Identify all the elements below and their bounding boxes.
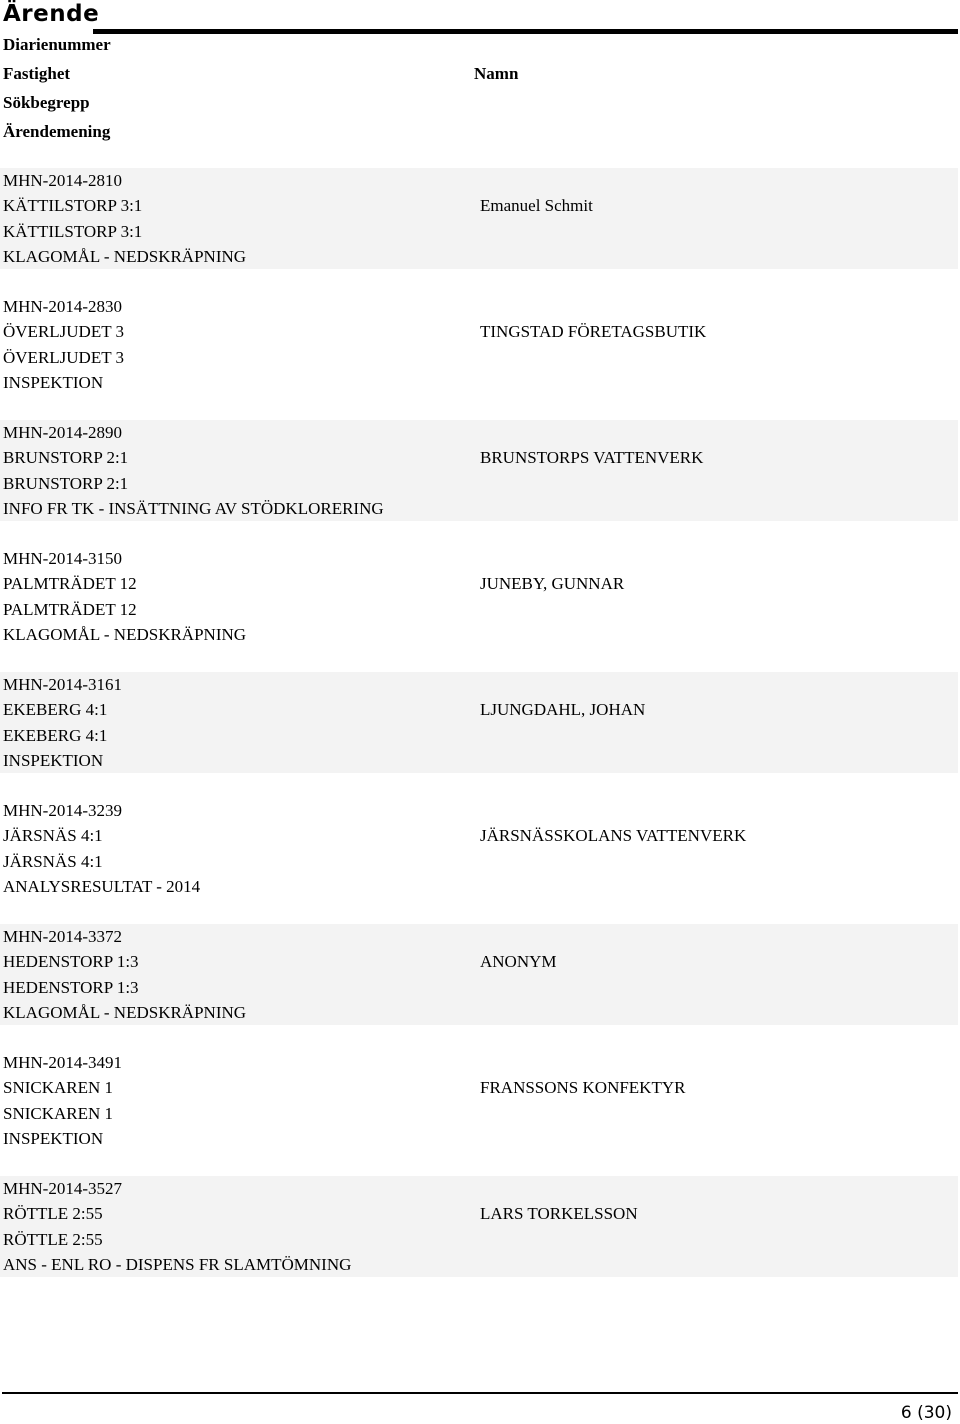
record-row [0, 420, 958, 521]
header-namn: Namn [474, 64, 519, 83]
record-left-column [3, 924, 246, 1026]
title-rule [93, 29, 958, 34]
arendemening: KLAGOMÅL - NEDSKRÄPNING [3, 247, 247, 267]
namn: FRANSSONS KONFEKTYR [480, 1078, 686, 1097]
diarienummer: MHN-2014-3239 [3, 801, 122, 820]
record-left-column [3, 168, 246, 270]
record-row [0, 1050, 958, 1151]
sokbegrepp: KÄTTILSTORP 3:1 [3, 221, 143, 241]
record-left-column [3, 798, 200, 900]
record-left-column [3, 420, 384, 522]
fastighet: PALMTRÄDET 12 [3, 574, 137, 594]
namn: BRUNSTORPS VATTENVERK [480, 448, 704, 467]
arendemening: KLAGOMÅL - NEDSKRÄPNING [3, 625, 247, 645]
arendemening: ANALYSRESULTAT - 2014 [3, 877, 201, 897]
record-row [0, 924, 958, 1025]
fastighet: JÄRSNÄS 4:1 [3, 826, 103, 846]
header-sokbegrepp: Sökbegrepp [3, 93, 90, 112]
arendemening: INSPEKTION [3, 373, 104, 393]
sokbegrepp: ÖVERLJUDET 3 [3, 347, 125, 367]
sokbegrepp: PALMTRÄDET 12 [3, 599, 137, 619]
diarienummer: MHN-2014-3150 [3, 549, 122, 568]
diarienummer: MHN-2014-2810 [3, 171, 122, 190]
record-left-column [3, 1176, 351, 1278]
namn: JUNEBY, GUNNAR [480, 574, 625, 593]
page-number: 6 (30) [900, 1403, 952, 1423]
header-arendemening: Ärendemening [3, 122, 111, 141]
fastighet: ÖVERLJUDET 3 [3, 322, 125, 342]
sokbegrepp: JÄRSNÄS 4:1 [3, 851, 103, 871]
sokbegrepp: EKEBERG 4:1 [3, 725, 108, 745]
diarienummer: MHN-2014-3161 [3, 675, 122, 694]
diarienummer: MHN-2014-3527 [3, 1179, 122, 1198]
sokbegrepp: RÖTTLE 2:55 [3, 1229, 103, 1249]
sokbegrepp: BRUNSTORP 2:1 [3, 473, 129, 493]
record-row [0, 798, 958, 899]
footer-rule [2, 1392, 958, 1394]
arendemening: INSPEKTION [3, 1129, 104, 1149]
namn: Emanuel Schmit [480, 196, 593, 215]
sokbegrepp: SNICKAREN 1 [3, 1103, 114, 1123]
arendemening: INSPEKTION [3, 751, 104, 771]
fastighet: HEDENSTORP 1:3 [3, 952, 139, 972]
record-left-column [3, 1050, 122, 1152]
record-left-column [3, 546, 246, 648]
header-fastighet: Fastighet [3, 64, 71, 83]
arendemening: KLAGOMÅL - NEDSKRÄPNING [3, 1003, 247, 1023]
namn: JÄRSNÄSSKOLANS VATTENVERK [480, 826, 747, 845]
arendemening: ANS - ENL RO - DISPENS FR SLAMTÖMNING [3, 1255, 352, 1275]
fastighet: SNICKAREN 1 [3, 1078, 114, 1098]
namn: ANONYM [480, 952, 557, 971]
page-title: Ärende [3, 1, 100, 27]
record-list [0, 168, 958, 1302]
diarienummer: MHN-2014-2830 [3, 297, 122, 316]
fastighet: RÖTTLE 2:55 [3, 1204, 103, 1224]
record-row [0, 672, 958, 773]
record-row [0, 546, 958, 647]
header-diarienummer: Diarienummer [3, 35, 111, 54]
fastighet: EKEBERG 4:1 [3, 700, 108, 720]
fastighet: KÄTTILSTORP 3:1 [3, 196, 143, 216]
record-left-column [3, 294, 124, 396]
diarienummer: MHN-2014-3372 [3, 927, 122, 946]
namn: LJUNGDAHL, JOHAN [480, 700, 646, 719]
diarienummer: MHN-2014-3491 [3, 1053, 122, 1072]
fastighet: BRUNSTORP 2:1 [3, 448, 129, 468]
arendemening: INFO FR TK - INSÄTTNING AV STÖDKLORERING [3, 499, 384, 519]
diarienummer: MHN-2014-2890 [3, 423, 122, 442]
namn: LARS TORKELSSON [480, 1204, 638, 1223]
record-row [0, 294, 958, 395]
sokbegrepp: HEDENSTORP 1:3 [3, 977, 139, 997]
record-row [0, 1176, 958, 1277]
namn: TINGSTAD FÖRETAGSBUTIK [480, 322, 707, 341]
record-row [0, 168, 958, 269]
record-left-column [3, 672, 122, 774]
